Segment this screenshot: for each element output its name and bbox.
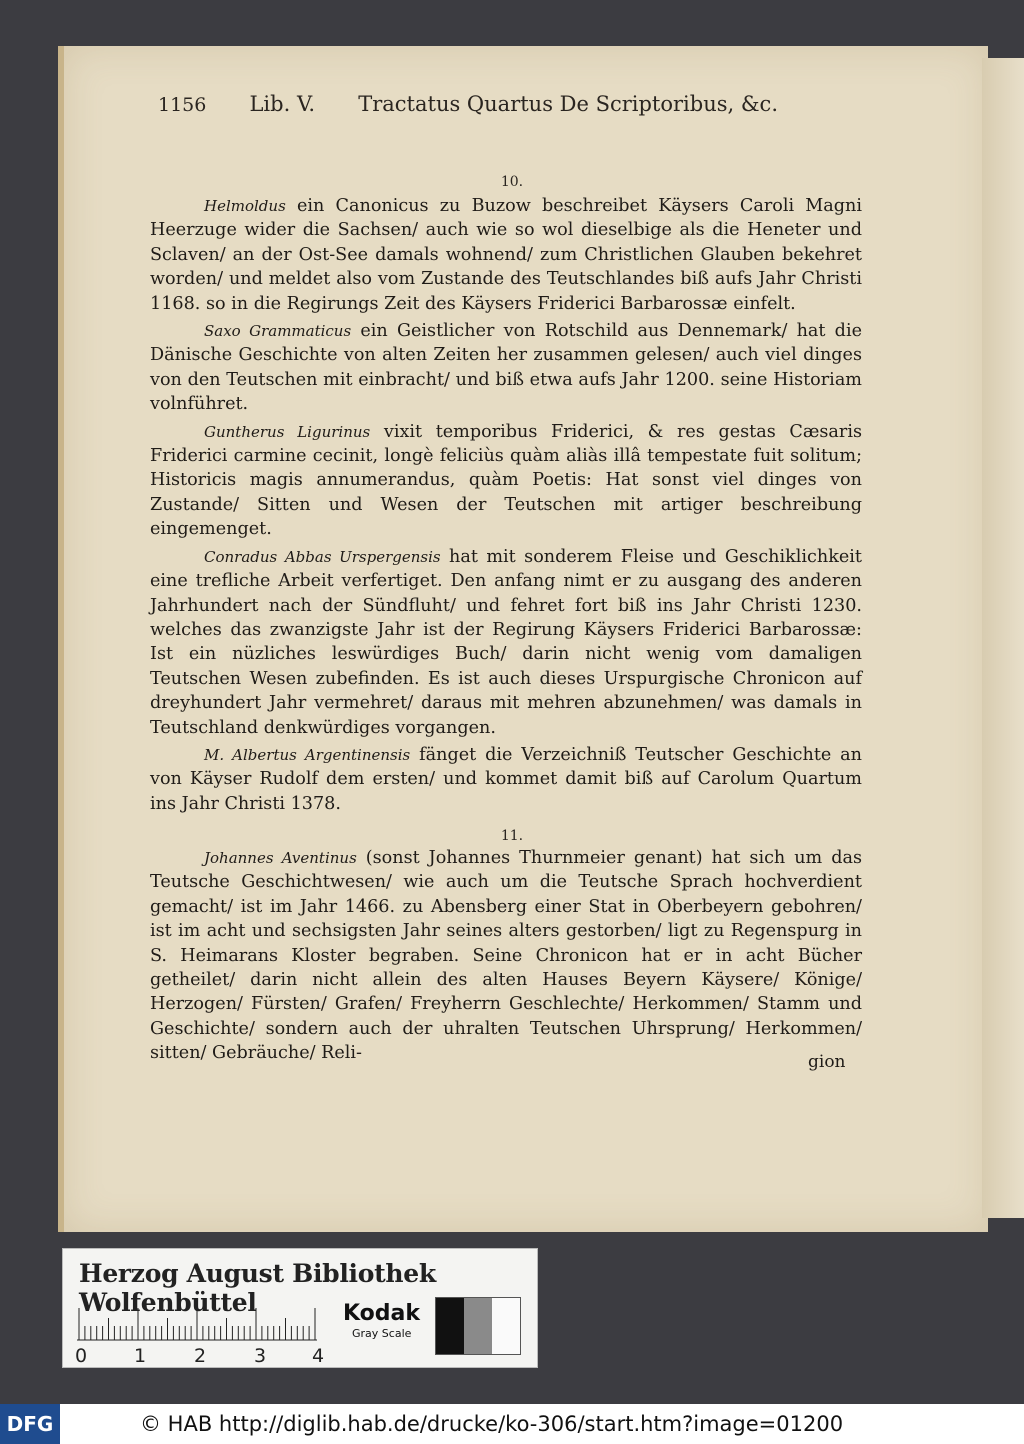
author-name: M. Albertus Argentinensis <box>204 745 411 764</box>
author-name: Johannes Aventinus <box>204 849 357 867</box>
copyright-link[interactable]: © HAB http://diglib.hab.de/drucke/ko-306/start.htm?image=01200 <box>140 1412 844 1436</box>
footer-bar <box>0 1404 1024 1444</box>
ruler-label-2: 2 <box>194 1345 207 1367</box>
library-color-card <box>62 1248 538 1368</box>
text-block-a <box>150 194 862 819</box>
gray-scale-patches <box>435 1297 521 1355</box>
section-number-11: 11. <box>500 828 524 844</box>
paragraph <box>150 194 862 316</box>
measurement-ruler <box>77 1307 317 1341</box>
paragraph-text: (sonst Johannes Thurnmeier genant) hat sich um das Teutsche Geschichtwesen/ wie auch um die Teutsche Sprach hochverdient gemacht/ ist im Jahr 1466. zu Abensberg einer Stat in Oberbeyern gebohren/ ist im acht und sechsigsten Jahr seines alters gestorben/ ligt zu Regenspurg in S. Heimarans Kloster begraben. Seine Chronicon hat er in acht Bücher getheilet/ darin nicht allein des alten Hauses Beyern Käysere/ Könige/ Herzogen/ Fürsten/ Grafen/ Freyherrn Geschlechte/ Herkommen/ Stamm und Geschichte/ sondern auch der uhralten Teutschen Uhrsprung/ Herkommen/ sitten/ Gebräuche/ Reli- <box>150 848 862 1064</box>
paragraph <box>150 743 862 816</box>
book-number: Lib. V. <box>249 92 316 116</box>
ruler-label-4: 4 <box>312 1345 325 1367</box>
paragraph <box>150 545 862 740</box>
catchword: gion <box>808 1052 846 1072</box>
kodak-logo: Kodak <box>343 1301 420 1326</box>
paragraph-text: ein Geistlicher von Rotschild aus Dennemark/ hat die Dänische Geschichte von alten Zeiten her zusammen gelesen/ auch viel dinges von den Teutschen mit einbracht/ und biß etwa aufs Jahr 1200. seine Historiam volnführet. <box>150 321 862 415</box>
facing-page-edge <box>982 58 1024 1218</box>
text-block-b <box>150 846 862 1069</box>
author-name: Conradus Abbas Urspergensis <box>204 547 441 566</box>
dfg-logo: DFG <box>0 1404 60 1444</box>
page-number: 1156 <box>158 94 207 116</box>
ruler-label-0: 0 <box>75 1345 88 1367</box>
section-number-10: 10. <box>500 174 524 190</box>
author-name: Helmoldus <box>204 197 286 215</box>
paragraph-text: ein Canonicus zu Buzow beschreibet Käysers Caroli Magni Heerzuge wider die Sachsen/ auch wie so wol dieselbige als die Heneter und Sclaven/ an der Ost-See damals wohnend/ zum Christlichen Glauben bekehret worden/ und meldet also vom Zustande des Teutschlandes biß aufs Jahr Christi 1168. so in die Regirungs Zeit des Käysers Friderici Barbarossæ einfelt. <box>150 196 862 314</box>
author-name: Saxo Grammaticus <box>204 322 352 341</box>
paragraph-text: vixit temporibus Friderici, & res gestas Cæsaris Friderici carmine cecinit, longè feliciùs quàm aliàs illâ tempestate fuit solitum; Historicis magis annumerandus, quàm Poetis: Hat sonst viel dinges von Zustande/ Sitten und Wesen der Teutschen mit artiger beschreibung eingemenget. <box>150 421 862 540</box>
running-head <box>158 92 778 116</box>
ruler-label-1: 1 <box>134 1345 147 1367</box>
paragraph-text: fänget die Verzeichniß Teutscher Geschichte an von Käyser Rudolf dem ersten/ und kommet damit biß auf Carolum Quartum ins Jahr Christi 1378. <box>150 744 862 814</box>
library-name: Herzog August Bibliothek Wolfenbüttel <box>79 1259 436 1317</box>
paragraph <box>150 420 862 542</box>
gray-scale-label: Gray Scale <box>352 1327 412 1340</box>
ruler-label-3: 3 <box>254 1345 267 1367</box>
paragraph <box>150 319 862 417</box>
author-name: Guntherus Ligurinus <box>204 422 371 441</box>
paragraph <box>150 846 862 1066</box>
paragraph-text: hat mit sonderem Fleise und Geschiklichkeit eine trefliche Arbeit verfertiget. Den anfang nimt er zu ausgang des anderen Jahrhundert nach der Sündfluht/ und fehret fort biß ins Jahr Christi 1230. welches das zwanzigste Jahr ist der Regirung Käysers Friderici Barbarossæ: Ist ein nüzliches leswürdiges Buch/ darin nicht wenig vom damaligen Teutschen Wesen zubefinden. Es ist auch dieses Urspurgische Chronicon auf dreyhundert Jahr vermehret/ daraus mit mehren abzunehmen/ was damals in Teutschland denkwürdiges vorgangen. <box>150 546 863 738</box>
running-title: Tractatus Quartus De Scriptoribus, &c. <box>358 92 778 116</box>
